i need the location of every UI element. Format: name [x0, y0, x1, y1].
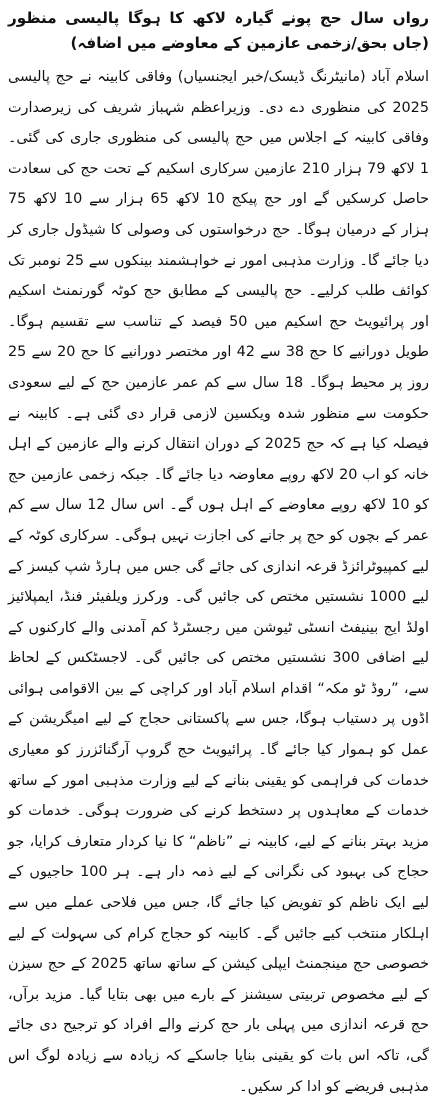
- article-headline: رواں سال حج پونے گیارہ لاکھ کا ہوگا پالیسی منظور (جاں بحق/زخمی عازمین کے معاوضے میں اضافہ): [8, 9, 429, 52]
- article-body: اسلام آباد (مانیٹرنگ ڈیسک/خبر ایجنسیاں) وفاقی کابینہ نے حج پالیسی 2025 کی منظوری دے دی۔ وزیراعظم شہباز شریف کی زیرصدارت وفاقی کابینہ کے اجلاس میں حج پالیسی کی منظوری جاری کی گئی۔ 1 لاکھ 79 ہزار 210 عازمین سرکاری اسکیم کے تحت حج کی سعادت حاصل کرسکیں گے اور حج پیکج 10 لاکھ 65 ہزار سے 10 لاکھ 75 ہزار کے درمیان ہوگا۔ حج درخواستوں کی وصولی کا شیڈول جاری کر دیا جائے گا۔ وزارت مذہبی امور نے خواہشمند بینکوں سے 25 نومبر تک کوائف طلب کرلیے۔ حج پالیسی کے مطابق حج کوٹہ گورنمنٹ اسکیم اور پرائیویٹ حج اسکیم میں 50 فیصد کے تناسب سے تقسیم ہوگا۔ طویل دورانیے کا حج 38 سے 42 اور مختصر دورانیے کا حج 20 سے 25 روز پر محیط ہوگا۔ 18 سال سے کم عمر عازمین حج کے لیے سعودی حکومت سے منظور شدہ ویکسین لازمی قرار دی گئی ہے۔ کابینہ نے فیصلہ کیا ہے کہ حج 2025 کے دوران انتقال کرنے والے عازمین کے اہل خانہ کو اب 20 لاکھ روپے معاوضہ دیا جائے گا۔ جبکہ زخمی عازمین حج کو 10 لاکھ روپے معاوضے کے اہل ہوں گے۔ اس سال 12 سال سے کم عمر کے بچوں کو حج پر جانے کی اجازت نہیں ہوگی۔ سرکاری کوٹہ کے لیے کمپیوٹرائزڈ قرعہ اندازی کی جائے گی جس میں ہارڈ شپ کیسز کے لیے 1000 نشستیں مختص کی جائیں گی۔ ورکرز ویلفیئر فنڈ، ایمپلائیز اولڈ ایج بینیفٹ انسٹی ٹیوشن میں رجسٹرڈ کم آمدنی والے کارکنوں کے لیے اضافی 300 نشستیں مختص کی جائیں گی۔ لاجسٹکس کے لحاظ سے، ”روڈ ٹو مکہ“ اقدام اسلام آباد اور کراچی کے بین الاقوامی ہوائی اڈوں پر دستیاب ہوگا، جس سے پاکستانی حجاج کے لیے امیگریشن کے عمل کو ہموار کیا جائے گا۔ پرائیویٹ حج گروپ آرگنائزرز کو معیاری خدمات کی فراہمی کو یقینی بنانے کے لیے وزارت مذہبی امور کے ساتھ خدمات کے معاہدوں پر دستخط کرنے کی ضرورت ہوگی۔ خدمات کو مزید بہتر بنانے کے لیے، کابینہ نے ”ناظم“ کا نیا کردار متعارف کرایا، جو حجاج کی بہبود کی نگرانی کے لیے ذمہ دار ہے۔ ہر 100 حاجیوں کے لیے ایک ناظم کو تفویض کیا جائے گا، جس میں فلاحی عملے میں سے اہلکار منتخب کیے جائیں گے۔ کابینہ کو حجاج کرام کی سہولت کے لیے خصوصی حج مینجمنٹ ایپلی کیشن کے ساتھ ساتھ 2025 کے حج سیزن کے لیے مخصوص تربیتی سیشنز کے بارے میں بھی بتایا گیا۔ مزید برآں، حج قرعہ اندازی میں پہلی بار حج کرنے والے افراد کو ترجیح دی جائے گی، تاکہ اس بات کو یقینی بنایا جاسکے کہ زیادہ سے زیادہ لوگ اس مذہبی فریضے کو ادا کر سکیں۔: [8, 69, 430, 1095]
